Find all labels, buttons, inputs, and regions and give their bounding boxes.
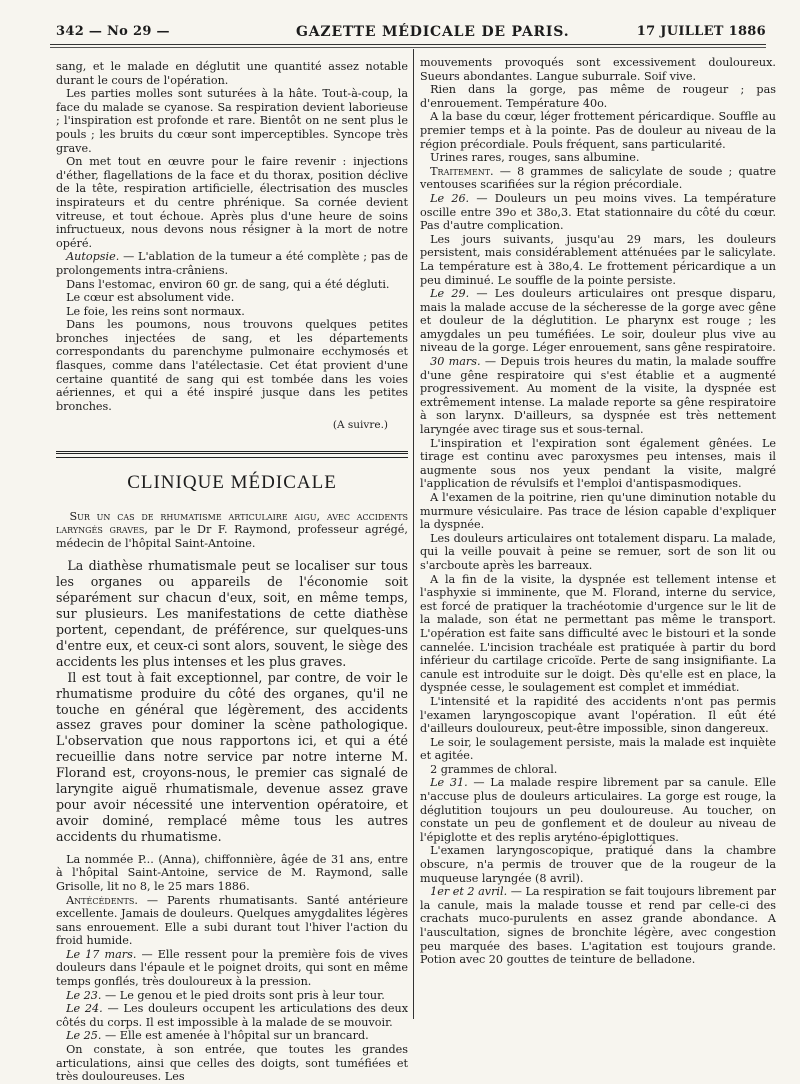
paragraph: Dans les poumons, nous trouvons quelques petites bronches injectées de sang, et les départements correspondants du parenchyme pulmonaire ecchymosés et flasques, comme dans l'atélectasie. Cet état provient d'une certaine quantité de sang qui est tombée dans les voies aériennes, et qui a été inspiré jusque dans les petites bronches. <box>56 318 408 413</box>
paragraph: Il est tout à fait exceptionnel, par contre, de voir le rhumatisme produire du côté des organes, qu'il ne touche en général que légèrement, des accidents assez graves pour dominer la scène pathologique. L'observation que nous rapportons ici, et qui a été recueillie dans notre service par notre interne M. Florand est, croyons-nous, le premier cas signalé de laryngite aiguë rhumatismale, devenue assez grave pour avoir nécessité une intervention opératoire, et avoir dominé, remplacé même tous les autres accidents du rhumatisme. <box>56 669 408 844</box>
paragraph: Urines rares, rouges, sans albumine. <box>430 151 640 165</box>
antecedents-lead: Antécédents. <box>66 893 138 907</box>
paragraph: Rien dans la gorge, pas même de rougeur ; pas d'enrouement. Température 40o. <box>420 83 776 110</box>
paragraph: Dans l'estomac, environ 60 gr. de sang, qui a été dégluti. <box>66 277 390 291</box>
paragraph: Le cœur est absolument vide. <box>66 291 235 305</box>
paragraph: sang, et le malade en déglutit une quantité assez notable durant le cours de l'opération. <box>56 60 408 87</box>
paragraph: La nommée P... (Anna), chiffonnière, âgée de 31 ans, entre à l'hôpital Saint-Antoine, service de M. Raymond, salle Grisolle, lit no 8, le 25 mars 1886. <box>56 852 408 893</box>
entry-date: Le 31. <box>430 776 468 790</box>
autopsy-lead: Autopsie. <box>66 250 120 264</box>
antecedents-text: — Parents rhumatisants. Santé antérieure excellente. Jamais de douleurs. Quelques amygdalites légères sans enrouement. Elle a subi durant tout l'hiver l'action du froid humide. <box>56 893 408 948</box>
article-intro <box>56 558 408 844</box>
entry-text: — Les douleurs articulaires ont presque disparu, mais la malade accuse de la sécheresse de la gorge avec gêne et douleur de la déglutition. Le pharynx est rouge ; les amygdales un peu tuméfiées. Le soir, douleur plus vive au niveau de la gorge. Léger enrouement, sans gêne respiratoire. <box>420 287 776 355</box>
article-byline: par le Dr F. Raymond, professeur agrégé, médecin de l'hôpital Saint-Antoine. <box>56 523 408 550</box>
entry-date: Le 26. <box>430 191 470 205</box>
paragraph: Les jours suivants, jusqu'au 29 mars, les douleurs persistent, mais considérablement atténuées par le salicylate. La température est à 38o,4. Le frottement péricardique a un peu diminué. Le souffle de la pointe persiste. <box>420 232 776 287</box>
autopsy-paragraph <box>56 250 408 277</box>
entry-date: 1er et 2 avril. <box>430 885 508 899</box>
column-divider <box>413 49 414 1019</box>
journal-title: GAZETTE MÉDICALE DE PARIS. <box>296 24 570 40</box>
paragraph: On met tout en œuvre pour le faire revenir : injections d'éther, flagellations de la face et du thorax, position déclive de la tête, respiration artificielle, électrisation des muscles inspirateurs et du centre phrénique. Sa cornée devient vitreuse, et tout échoue. Après plus d'une heure de soins infructueux, nous devons nous résigner à la mort de notre opéré. <box>56 155 408 250</box>
paragraph: mouvements provoqués sont excessivement douloureux. Sueurs abondantes. Langue suburrale. Soif vive. <box>420 56 776 83</box>
entry-text: — Elle ressent pour la première fois de vives douleurs dans l'épaule et le poignet droits, qui sont en même temps gonflés, très douloureux à la pression. <box>56 947 408 989</box>
treatment-text: — 8 grammes de salicylate de soude ; quatre ventouses scarifiées sur la région précordiale. <box>420 164 776 192</box>
autopsy-text: — L'ablation de la tumeur a été complète ; pas de prolongements intra-crâniens. <box>56 250 408 277</box>
entry-date: Le 17 mars. <box>66 947 137 961</box>
entry-text: — La malade respire librement par sa canule. Elle n'accuse plus de douleurs articulaires. La gorge est rouge, la déglutition toujours un peu douloureuse. Au toucher, on constate un peu de gonflement et de douleur au niveau de l'épiglotte et des replis aryténo-épiglottiques. <box>420 776 776 844</box>
section-title: CLINIQUE MÉDICALE <box>127 472 337 494</box>
treatment-paragraph <box>420 165 776 192</box>
page-header <box>56 24 766 42</box>
paragraph: A la fin de la visite, la dyspnée est tellement intense et l'asphyxie si imminente, que M. Florand, interne du service, est forcé de pratiquer la trachéotomie d'urgence sur le lit de la malade, son état ne permettant pas même le transport. L'opération est faite sans difficulté avec le bistouri et la sonde cannelée. L'incision trachéale est pratiquée à partir du bord inférieur du cartilage cricoïde. Perte de sang insignifiante. La canule est introduite sur le doigt. Dès qu'elle est en place, la dyspnée cesse, le soulagement est complet et immédiat. <box>420 572 776 695</box>
dated-entry <box>420 776 776 844</box>
entry-date: 30 mars. <box>430 355 481 369</box>
paragraph: L'intensité et la rapidité des accidents n'ont pas permis l'examen laryngoscopique avant l'opération. Il eût été d'ailleurs douloureux, peut-être impossible, sinon dangereux. <box>420 694 776 736</box>
entry-date: Le 29. <box>430 287 470 301</box>
dated-entry <box>420 885 776 967</box>
antecedents-paragraph <box>56 894 408 948</box>
paragraph: A la base du cœur, léger frottement péricardique. Souffle au premier temps et à la pointe. Pas de douleur au niveau de la région précordiale. Pouls fréquent, sans particularité. <box>420 110 776 151</box>
paragraph: 2 grammes de chloral. <box>430 762 558 776</box>
to-be-continued: (A suivre.) <box>332 419 388 432</box>
paragraph: Le soir, le soulagement persiste, mais la malade est inquiète et agitée. <box>420 735 776 763</box>
paragraph: Le foie, les reins sont normaux. <box>66 304 245 318</box>
paragraph: A l'examen de la poitrine, rien qu'une diminution notable du murmure vésiculaire. Pas trace de lésion capable d'expliquer la dyspnée. <box>420 491 776 532</box>
paragraph: Les parties molles sont suturées à la hâte. Tout-à-coup, la face du malade se cyanose. Sa respiration devient laborieuse ; l'inspiration est profonde et rare. Bientôt on ne sent plus le pouls ; les bruits du cœur sont imperceptibles. Syncope très grave. <box>56 87 408 155</box>
section-separator <box>56 451 408 458</box>
entry-text: — Elle est amenée à l'hôpital sur un brancard. <box>101 1029 369 1043</box>
entry-date: Le 23. <box>66 988 102 1002</box>
dated-entry <box>420 355 776 437</box>
treatment-lead: Traitement. <box>430 164 494 178</box>
entry-date: Le 25. <box>66 1029 102 1043</box>
entry-text: — Le genou et le pied droits sont pris à leur tour. <box>101 988 385 1002</box>
paragraph: L'examen laryngoscopique, pratiqué dans la chambre obscure, n'a permis de trouver que de la rougeur de la muqueuse laryngée (8 avril). <box>420 844 776 885</box>
dated-entry <box>56 989 408 1003</box>
dated-entry <box>420 287 776 355</box>
header-rule <box>50 44 766 45</box>
paragraph: L'inspiration et l'expiration sont également gênées. Le tirage est continu avec paroxysmes peu intenses, mais il augmente sous nos yeux pendant la visite, malgré l'application de révulsifs et l'emploi d'antispasmodiques. <box>420 436 776 491</box>
entry-text: — Les douleurs occupent les articulations des deux côtés du corps. Il est impossible à la malade de se mouvoir. <box>56 1002 408 1029</box>
page-number: 342 — No 29 — <box>56 24 170 39</box>
header-rule-thin <box>50 47 766 48</box>
spacer <box>56 845 408 853</box>
article-title <box>56 510 408 551</box>
left-column <box>56 60 408 1084</box>
right-column <box>420 56 776 967</box>
entry-date: Le 24. <box>66 1002 103 1016</box>
entry-text: — La respiration se fait toujours librement par la canule, mais la malade tousse et rend par celle-ci des crachats muco-purulents en assez grande abondance. A l'auscultation, signes de bronchite légère, avec congestion peu marquée des bases. L'agitation est toujours grande. Potion avec 20 gouttes de teinture de belladone. <box>420 885 776 967</box>
entry-text: — Depuis trois heures du matin, la malade souffre d'une gêne respiratoire qui s'est établie et a augmenté progressivement. Au moment de la visite, la dyspnée est extrêmement intense. La malade reporte sa gêne respiratoire à son larynx. D'ailleurs, sa dyspnée est très nettement laryngée avec tirage sus et sous-ternal. <box>420 355 776 437</box>
dated-entry <box>56 1002 408 1029</box>
dated-entry <box>56 1029 408 1043</box>
article-title-main: Sur un cas de rhumatisme articulaire aigu, avec accidents laryngés graves, <box>56 509 408 537</box>
issue-date: 17 JUILLET 1886 <box>636 24 766 39</box>
paragraph: La diathèse rhumatismale peut se localiser sur tous les organes ou appareils de l'économie soit séparément sur chacun d'eux, soit, en même temps, sur plusieurs. Les manifestations de cette diathèse portent, cependant, de préférence, sur quelques-uns d'entre eux, et ceux-ci sont alors, souvent, le siège des accidents les plus intenses et les plus graves. <box>56 558 408 669</box>
entry-text: — Douleurs un peu moins vives. La température oscille entre 39o et 38o,3. Etat stationnaire du côté du cœur. Pas d'autre complication. <box>420 191 776 233</box>
paragraph: On constate, à son entrée, que toutes les grandes articulations, ainsi que celles des doigts, sont tuméfiées et très douloureuses. Les <box>56 1043 408 1084</box>
dated-entry <box>420 192 776 233</box>
dated-entry <box>56 948 408 989</box>
paragraph: Les douleurs articulaires ont totalement disparu. La malade, qui la veille pouvait à peine se remuer, sort de son lit ou s'arcboute après les barreaux. <box>420 531 776 572</box>
